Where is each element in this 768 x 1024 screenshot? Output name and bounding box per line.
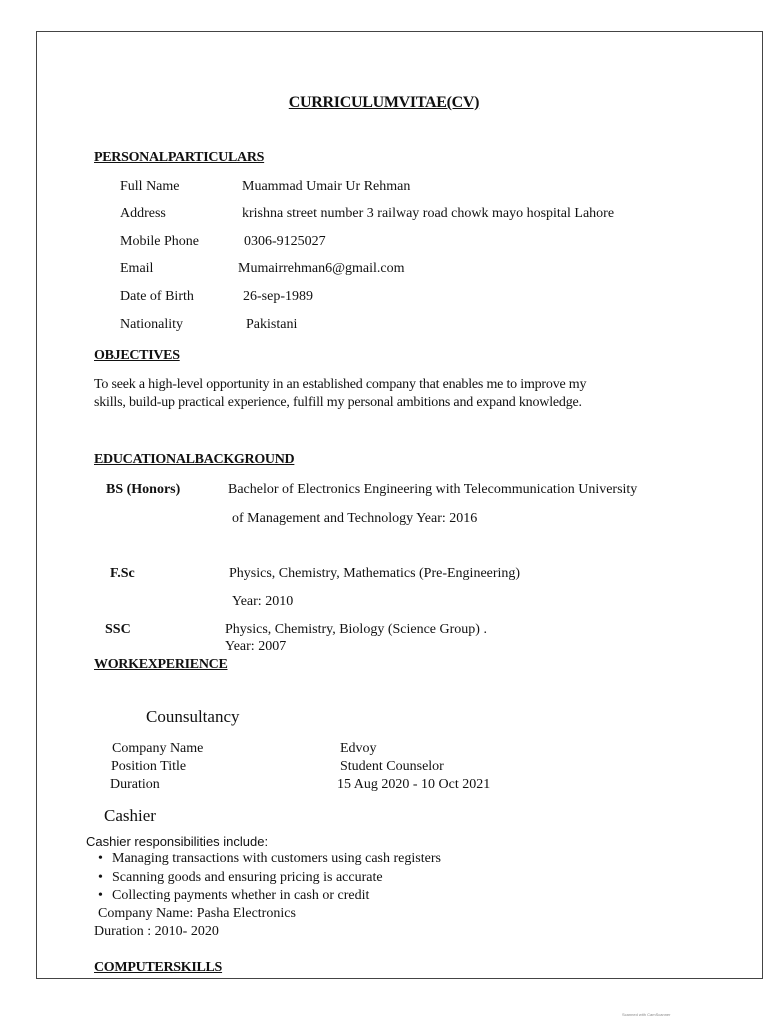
- edu-fsc-line-1: Physics, Chemistry, Mathematics (Pre-Engineering): [229, 566, 521, 581]
- page-title: CURRICULUMVITAE(CV): [288, 94, 480, 111]
- job2-intro: Cashier responsibilities include:: [86, 834, 269, 849]
- computer-skills-heading: COMPUTERSKILLS: [94, 960, 223, 975]
- value-email: Mumairrehman6@gmail.com: [238, 261, 405, 276]
- job1-title: Counsultancy: [146, 707, 240, 726]
- job2-bullet-3: [98, 888, 369, 904]
- job1-label-duration: Duration: [110, 777, 160, 792]
- work-heading: WORKEXPERIENCE: [94, 657, 228, 672]
- label-mobile-phone: Mobile Phone: [120, 234, 199, 249]
- edu-bs-label: BS (Honors): [106, 482, 181, 497]
- job1-value-position: Student Counselor: [340, 759, 444, 774]
- objectives-line-1: To seek a high-level opportunity in an established company that enables me to improve my: [94, 377, 587, 392]
- edu-bs-line-2: of Management and Technology Year: 2016: [232, 511, 478, 526]
- scanner-watermark: Scanned with CamScanner: [622, 1012, 671, 1017]
- value-address: krishna street number 3 railway road chowk mayo hospital Lahore: [242, 206, 615, 221]
- edu-fsc-line-2: Year: 2010: [232, 594, 294, 609]
- objectives-line-2: skills, build-up practical experience, fulfill my personal ambitions and expand knowledge.: [94, 395, 582, 410]
- value-date-of-birth: 26-sep-1989: [243, 289, 313, 304]
- objectives-heading: OBJECTIVES: [94, 348, 180, 363]
- value-nationality: Pakistani: [246, 317, 298, 332]
- label-full-name: Full Name: [120, 179, 180, 194]
- job1-value-duration: 15 Aug 2020 - 10 Oct 2021: [337, 777, 491, 792]
- bullet-dot-icon: •: [98, 870, 103, 885]
- edu-bs-line-1: Bachelor of Electronics Engineering with Telecommunication University: [228, 482, 638, 497]
- value-full-name: Muammad Umair Ur Rehman: [242, 179, 411, 194]
- edu-ssc-line-2: Year: 2007: [225, 639, 287, 654]
- job2-bullet-2: [98, 870, 383, 886]
- job2-bullet-text: Collecting payments whether in cash or credit: [112, 888, 370, 903]
- job2-title: Cashier: [104, 806, 156, 825]
- personal-heading: PERSONALPARTICULARS: [94, 150, 265, 165]
- bullet-dot-icon: •: [98, 851, 103, 866]
- edu-ssc-line-1: Physics, Chemistry, Biology (Science Group) .: [225, 622, 487, 637]
- job2-bullet-text: Scanning goods and ensuring pricing is accurate: [112, 870, 383, 885]
- job2-bullet-1: [98, 851, 441, 867]
- job2-company: Company Name: Pasha Electronics: [98, 906, 296, 921]
- job1-label-company: Company Name: [112, 741, 204, 756]
- label-nationality: Nationality: [120, 317, 183, 332]
- bullet-dot-icon: •: [98, 888, 103, 903]
- edu-fsc-label: F.Sc: [110, 566, 135, 581]
- edu-ssc-label: SSC: [105, 622, 131, 637]
- job2-duration: Duration : 2010- 2020: [94, 924, 219, 939]
- job2-bullet-text: Managing transactions with customers using cash registers: [112, 851, 441, 866]
- label-email: Email: [120, 261, 154, 276]
- label-date-of-birth: Date of Birth: [120, 289, 194, 304]
- job1-label-position: Position Title: [111, 759, 187, 774]
- job1-value-company: Edvoy: [340, 741, 377, 756]
- label-address: Address: [120, 206, 166, 221]
- education-heading: EDUCATIONALBACKGROUND: [94, 452, 295, 467]
- value-mobile-phone: 0306-9125027: [244, 234, 326, 249]
